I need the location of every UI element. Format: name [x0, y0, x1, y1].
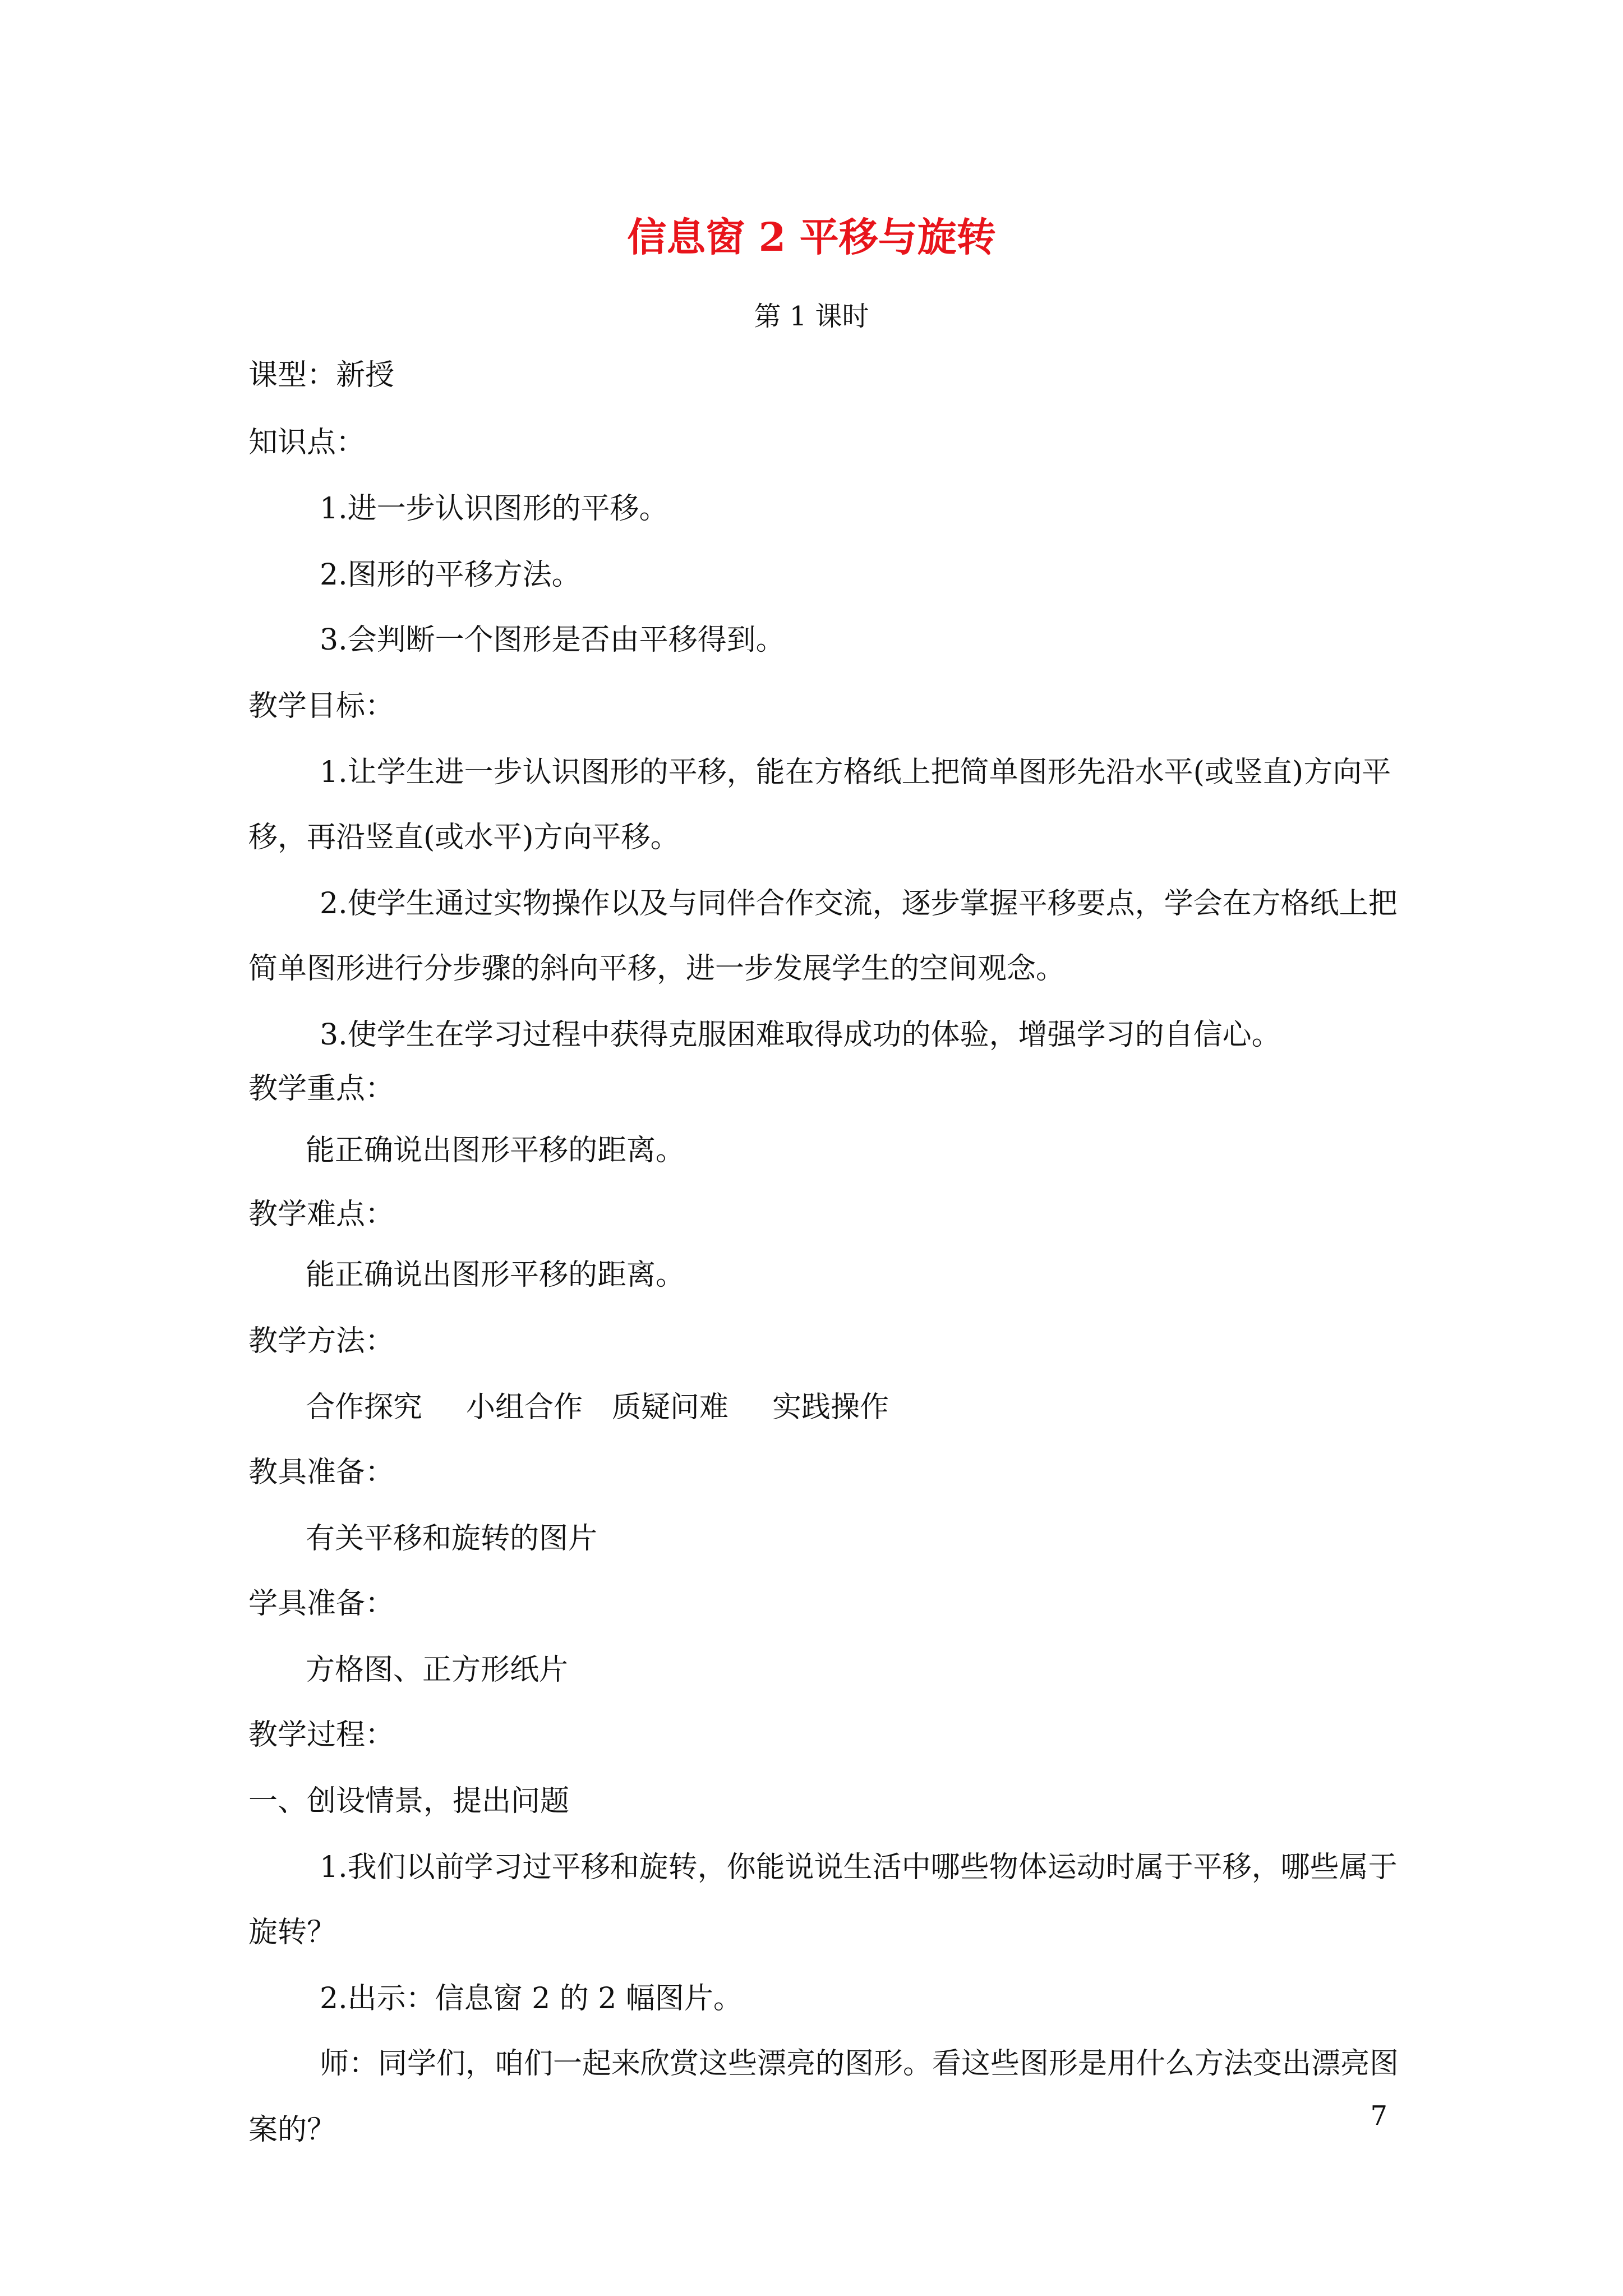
method-item: 实践操作 — [772, 1391, 889, 1424]
goal-1-line-2: 移，再沿竖直(或水平)方向平移。 — [248, 821, 680, 854]
methods-heading: 教学方法： — [248, 1324, 395, 1358]
knowledge-item-3: 3.会判断一个图形是否由平移得到。 — [320, 623, 785, 657]
page-number: 7 — [1370, 2100, 1387, 2132]
process-p3-line-2: 案的？ — [248, 2113, 336, 2147]
process-p1-line-2: 旋转？ — [248, 1916, 336, 1949]
process-heading: 教学过程： — [248, 1718, 395, 1752]
knowledge-heading: 知识点： — [248, 426, 366, 459]
teacher-tools-heading: 教具准备： — [248, 1456, 395, 1489]
page-title: 信息窗 2 平移与旋转 — [627, 214, 996, 260]
process-p1-line-1: 1.我们以前学习过平移和旋转，你能说说生活中哪些物体运动时属于平移，哪些属于 — [320, 1851, 1398, 1884]
knowledge-item-1: 1.进一步认识图形的平移。 — [320, 492, 668, 526]
student-tools-heading: 学具准备： — [248, 1587, 395, 1621]
student-tools-text: 方格图、正方形纸片 — [306, 1653, 569, 1687]
method-item: 合作探究 — [306, 1391, 423, 1424]
lesson-type: 课型：新授 — [248, 358, 395, 392]
method-item: 质疑问难 — [612, 1391, 729, 1424]
goal-3: 3.使学生在学习过程中获得克服困难取得成功的体验，增强学习的自信心。 — [320, 1018, 1281, 1052]
key-point-text: 能正确说出图形平移的距离。 — [306, 1134, 685, 1167]
key-point-heading: 教学重点： — [248, 1072, 395, 1106]
knowledge-item-2: 2.图形的平移方法。 — [320, 558, 581, 592]
process-p3-line-1: 师：同学们，咱们一起来欣赏这些漂亮的图形。看这些图形是用什么方法变出漂亮图 — [320, 2047, 1399, 2081]
goal-2-line-1: 2.使学生通过实物操作以及与同伴合作交流，逐步掌握平移要点，学会在方格纸上把 — [320, 887, 1398, 921]
process-p2: 2.出示：信息窗 2 的 2 幅图片。 — [320, 1982, 743, 2016]
method-item: 小组合作 — [466, 1391, 583, 1424]
teacher-tools-text: 有关平移和旋转的图片 — [306, 1522, 598, 1556]
goals-heading: 教学目标： — [248, 689, 395, 723]
difficulty-heading: 教学难点： — [248, 1198, 395, 1231]
goal-1-line-1: 1.让学生进一步认识图形的平移，能在方格纸上把简单图形先沿水平(或竖直)方向平 — [320, 756, 1391, 789]
lesson-period: 第 1 课时 — [754, 301, 869, 332]
process-section-1: 一、创设情景，提出问题 — [248, 1784, 570, 1818]
goal-2-line-2: 简单图形进行分步骤的斜向平移，进一步发展学生的空间观念。 — [248, 952, 1066, 986]
difficulty-text: 能正确说出图形平移的距离。 — [306, 1258, 685, 1292]
methods-list — [306, 1386, 889, 1429]
